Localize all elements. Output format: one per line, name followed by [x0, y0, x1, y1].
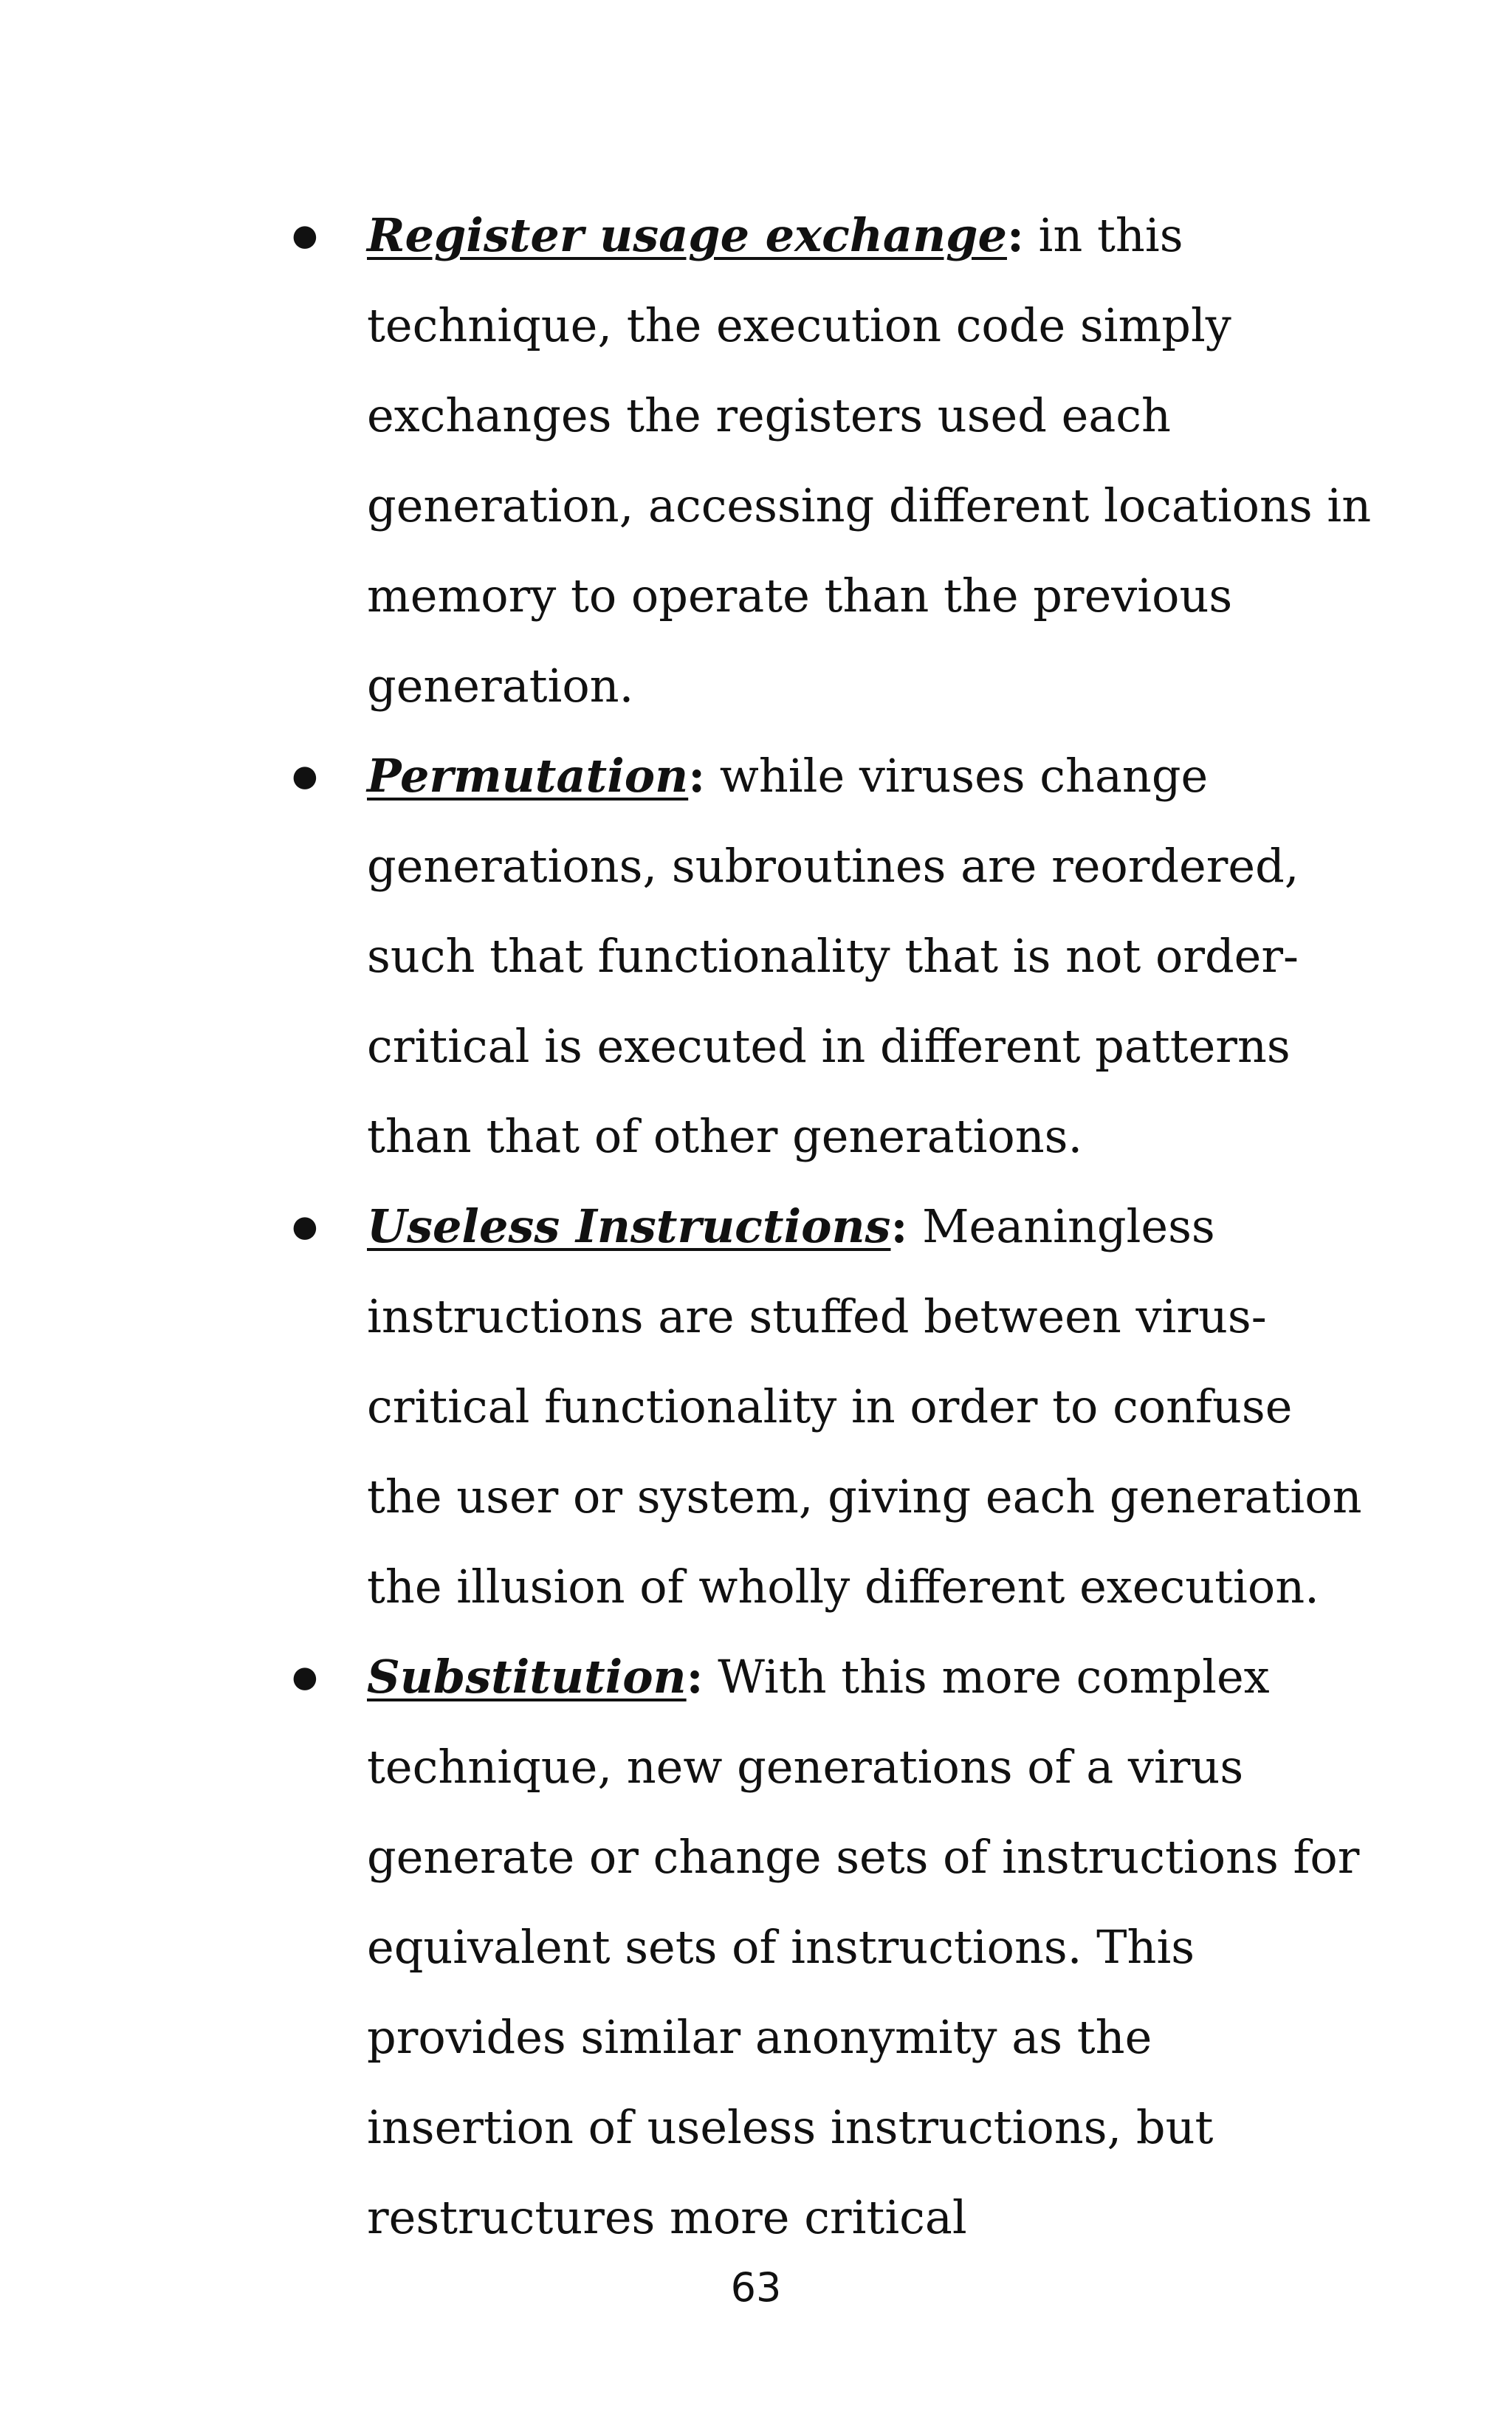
description-permutation: while viruses change generations, subroutines are reordered, such that functionality that is not order-critical is executed in different patterns than that of other generations.	[367, 749, 1299, 1163]
bullet-substitution	[0, 1632, 1512, 2263]
term-permutation: Permutation	[367, 749, 689, 803]
bullet-dot-icon: ●	[292, 1210, 318, 1244]
term-separator: :	[688, 749, 706, 803]
term-register-usage-exchange: Register usage exchange	[367, 208, 1007, 262]
description-useless-instructions: Meaningless instructions are stuffed between virus-critical functionality in order to confuse the user or system, giving each generation the illusion of wholly different execution.	[367, 1199, 1362, 1614]
bullet-permutation	[0, 731, 1512, 1182]
page-number: 63	[730, 2264, 782, 2311]
bullet-dot-icon: ●	[292, 1660, 318, 1694]
bullet-register-usage-exchange	[0, 191, 1512, 731]
term-substitution: Substitution	[367, 1650, 687, 1704]
bullet-dot-icon: ●	[292, 219, 318, 253]
description-substitution: With this more complex technique, new generations of a virus generate or change sets of instructions for equivalent sets of instructions. This provides similar anonymity as the insertion of useless instructions, but restructures more critical	[367, 1650, 1360, 2244]
bullet-dot-icon: ●	[292, 759, 318, 793]
term-separator: :	[686, 1650, 704, 1704]
term-separator: :	[1006, 208, 1024, 262]
bullet-useless-instructions	[0, 1182, 1512, 1632]
description-register-usage-exchange: in this technique, the execution code simply exchanges the registers used each generation, accessing different locations in memory to operate than the previous generation.	[367, 208, 1372, 713]
term-separator: :	[890, 1199, 908, 1253]
term-useless-instructions: Useless Instructions	[367, 1199, 891, 1253]
technique-bullet-list	[0, 191, 1512, 2263]
